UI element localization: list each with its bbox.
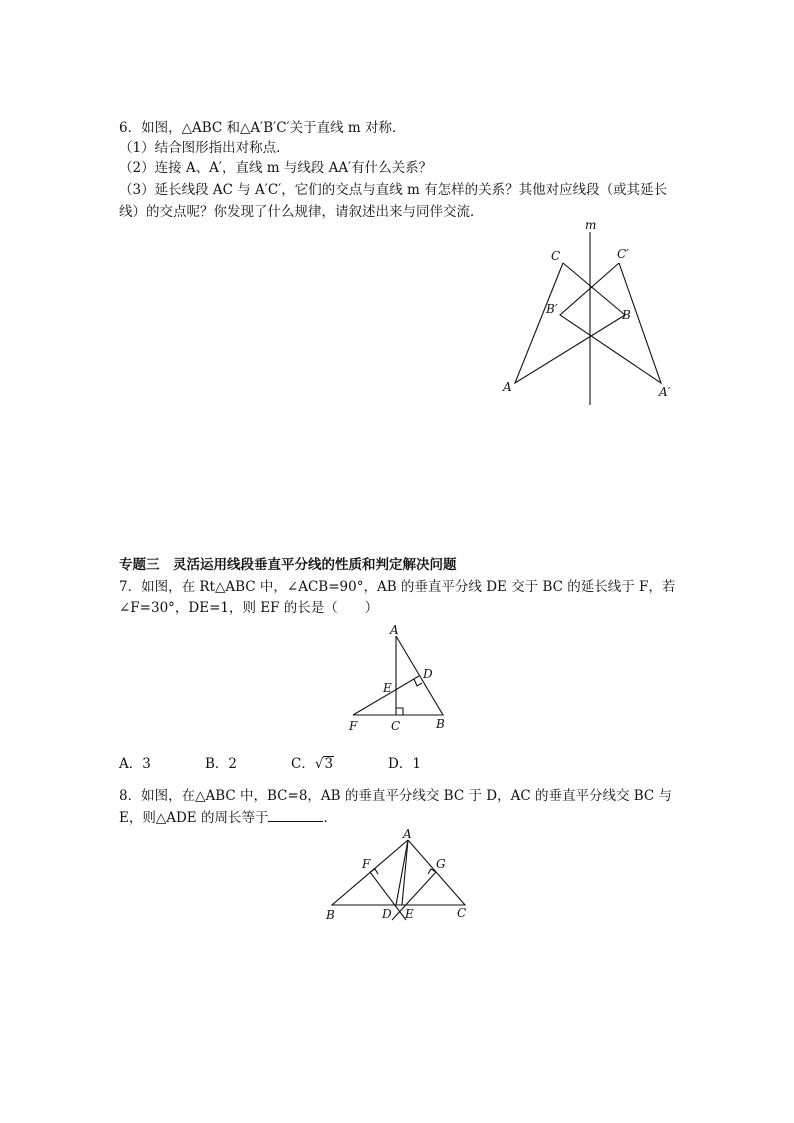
q7-option-c-prefix: C． xyxy=(291,756,315,772)
q6-stem: 6．如图，△ABC 和△A′B′C′关于直线 m 对称． xyxy=(119,120,406,136)
q7-option-b: B．2 xyxy=(205,756,238,772)
q8-figure xyxy=(320,826,480,926)
label-d: D xyxy=(423,667,433,681)
right-angle-d xyxy=(414,679,422,686)
label-e: E xyxy=(383,681,392,695)
label-a-prime: A′ xyxy=(659,385,671,399)
label-f: F xyxy=(349,719,358,733)
q8-stem-line2-suffix: ． xyxy=(323,810,337,826)
label-m: m xyxy=(585,218,597,232)
label-d: D xyxy=(382,907,392,921)
q7-stem-line1: 7．如图，在 Rt△ABC 中，∠ACB=90°，AB 的垂直平分线 DE 交于 BC 的延长线于 F，若 xyxy=(119,579,676,595)
q6-part3-line1: （3）延长线段 AC 与 A′C′，它们的交点与直线 m 有怎样的关系？其他对应线段（或其延长 xyxy=(119,182,668,198)
segment-ad xyxy=(396,840,408,905)
label-a: A xyxy=(403,827,412,841)
label-e: E xyxy=(405,907,414,921)
right-angle-c xyxy=(396,708,403,715)
label-c: C xyxy=(391,719,401,733)
triangle-abc xyxy=(396,636,443,715)
label-b: B xyxy=(622,308,631,322)
q7-option-d: D．1 xyxy=(388,756,421,772)
triangle-abc xyxy=(332,840,465,905)
q7-option-c xyxy=(291,755,334,773)
label-a: A xyxy=(390,623,399,637)
q7-option-c-radicand: 3 xyxy=(324,756,334,772)
label-c-prime: C′ xyxy=(617,247,629,261)
sqrt-sign: √ xyxy=(314,756,324,772)
q8-stem-line2-prefix: E，则△ADE 的周长等于 xyxy=(119,810,269,826)
label-b: B xyxy=(436,717,445,731)
triangle-abc xyxy=(515,263,625,383)
label-a: A xyxy=(503,380,512,394)
label-b-prime: B′ xyxy=(546,302,558,316)
q6-figure xyxy=(495,215,695,415)
q6-part3-line2: 线）的交点呢？你发现了什么规律，请叙述出来与同伴交流． xyxy=(119,204,484,220)
triangle-a-prime-b-prime-c-prime xyxy=(560,263,661,383)
label-g: G xyxy=(436,857,446,871)
label-f: F xyxy=(362,857,371,871)
q6-part1: （1）结合图形指出对称点． xyxy=(119,140,290,156)
label-b: B xyxy=(326,908,335,922)
q8-stem-line2 xyxy=(119,809,337,827)
q7-option-a: A．3 xyxy=(119,756,151,772)
answer-blank[interactable] xyxy=(268,809,323,822)
section-heading: 专题三 灵活运用线段垂直平分线的性质和判定解决问题 xyxy=(119,557,457,573)
segment-ae xyxy=(402,840,408,905)
q7-stem-line2: ∠F=30°，DE=1，则 EF 的长是（ ） xyxy=(119,600,379,616)
perp-bisector-ac xyxy=(392,872,436,920)
label-c: C xyxy=(551,249,561,263)
label-c: C xyxy=(457,906,467,920)
q8-stem-line1: 8．如图，在△ABC 中，BC=8，AB 的垂直平分线交 BC 于 D，AC 的垂直平分线交 BC 与 xyxy=(119,788,673,804)
q6-part2: （2）连接 A、A′，直线 m 与线段 AA′有什么关系？ xyxy=(119,160,433,176)
q7-figure xyxy=(345,620,455,740)
